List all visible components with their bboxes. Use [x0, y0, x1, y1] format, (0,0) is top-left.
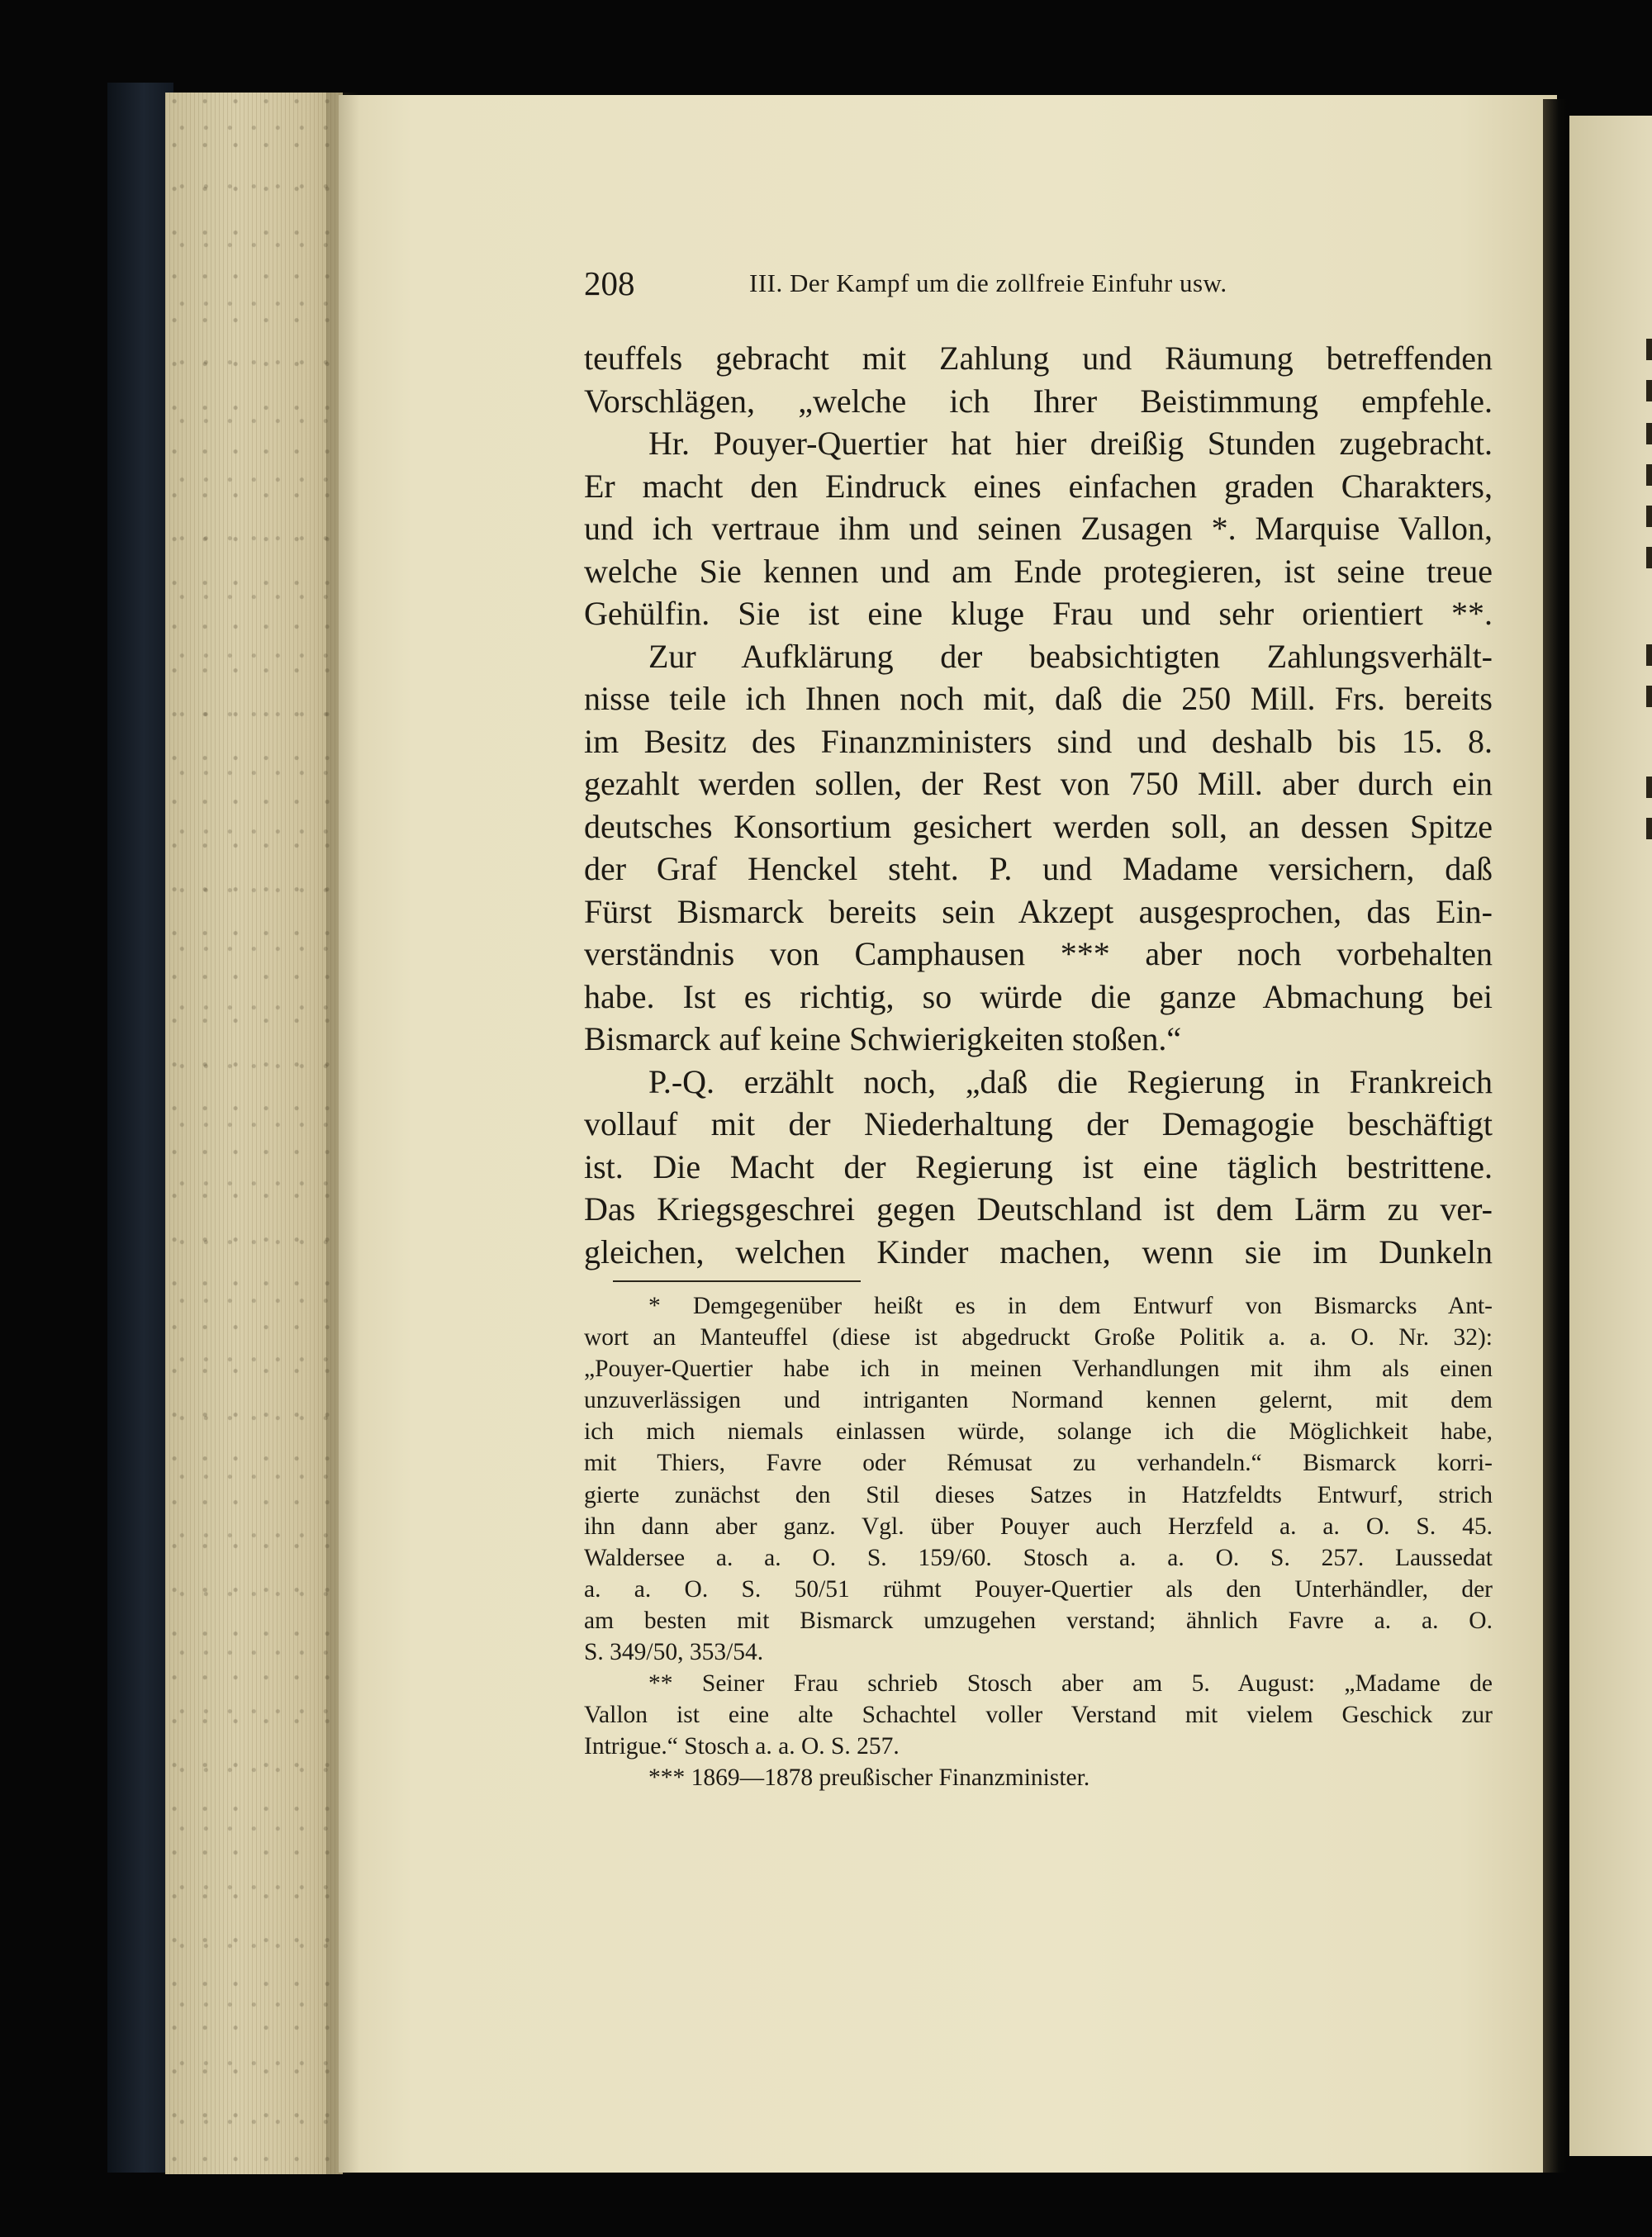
body-line: und ich vertraue ihm und seinen Zusagen *. Marquise Vallon,: [584, 510, 1493, 547]
body-line: Zur Aufklärung der beabsichtigten Zahlungsverhält-: [648, 637, 1493, 675]
facing-page-edge: [1569, 116, 1652, 2156]
body-line: welche Sie kennen und am Ende protegieren, ist seine treue: [584, 552, 1493, 590]
body-line: habe. Ist es richtig, so würde die ganze Abmachung bei: [584, 977, 1493, 1015]
body-line: Fürst Bismarck bereits sein Akzept ausgesprochen, das Ein-: [584, 892, 1493, 930]
body-text: [584, 337, 1493, 1273]
book-cover-edge: [107, 83, 173, 2173]
footnote-line: Vallon ist eine alte Schachtel voller Verstand mit vielem Geschick zur: [584, 1702, 1493, 1729]
facing-page-glyph: [1646, 423, 1652, 444]
page-number: 208: [584, 264, 635, 302]
footnote-line: wort an Manteuffel (diese ist abgedruckt Große Politik a. a. O. Nr. 32):: [584, 1324, 1493, 1351]
footnote-line: S. 349/50, 353/54.: [584, 1639, 764, 1666]
footnote-line: Intrigue.“ Stosch a. a. O. S. 257.: [584, 1733, 900, 1760]
footnote-line: gierte zunächst den Stil dieses Satzes in Hatzfeldts Entwurf, strich: [584, 1481, 1493, 1508]
footnote-line: a. a. O. S. 50/51 rühmt Pouyer-Quertier als den Unterhändler, der: [584, 1575, 1493, 1603]
body-line: Hr. Pouyer-Quertier hat hier dreißig Stunden zugebracht.: [648, 425, 1493, 462]
footnote-divider: [613, 1280, 861, 1282]
facing-page-glyph: [1646, 547, 1652, 568]
body-line: gezahlt werden sollen, der Rest von 750 Mill. aber durch ein: [584, 765, 1493, 802]
body-line: gleichen, welchen Kinder machen, wenn sie im Dunkeln: [584, 1232, 1493, 1270]
footnote-line: ** Seiner Frau schrieb Stosch aber am 5. August: „Madame de: [648, 1670, 1493, 1698]
footnote-line: * Demgegenüber heißt es in dem Entwurf von Bismarcks Ant-: [648, 1293, 1493, 1319]
facing-page-glyph: [1646, 506, 1652, 527]
footnotes: [584, 1290, 1493, 1794]
facing-page-glyph: [1646, 380, 1652, 401]
facing-page-glyph: [1646, 818, 1652, 839]
body-line: Gehülfin. Sie ist eine kluge Frau und sehr orientiert **.: [584, 595, 1493, 632]
body-line: P.-Q. erzählt noch, „daß die Regierung in Frankreich: [648, 1062, 1493, 1100]
body-line: nisse teile ich Ihnen noch mit, daß die 250 Mill. Frs. bereits: [584, 680, 1493, 717]
page-edge-shadow: [326, 93, 359, 2174]
facing-page-glyph: [1646, 686, 1652, 707]
body-line: Das Kriegsgeschrei gegen Deutschland ist dem Lärm zu ver-: [584, 1190, 1493, 1228]
body-line: verständnis von Camphausen *** aber noch vorbehalten: [584, 935, 1493, 972]
facing-page-glyph: [1646, 777, 1652, 798]
body-line: ist. Die Macht der Regierung ist eine täglich bestrittene.: [584, 1147, 1493, 1185]
footnote-line: mit Thiers, Favre oder Rémusat zu verhandeln.“ Bismarck korri-: [584, 1450, 1493, 1477]
body-line: Vorschlägen, „welche ich Ihrer Beistimmung empfehle.: [584, 382, 1493, 420]
facing-page-glyph: [1646, 339, 1652, 360]
facing-page-glyph: [1646, 464, 1652, 486]
body-line: vollauf mit der Niederhaltung der Demagogie beschäftigt: [584, 1105, 1493, 1142]
footnote-line: am besten mit Bismarck umzugehen verstand; ähnlich Favre a. a. O.: [584, 1607, 1493, 1634]
footnote-line: ich mich niemals einlassen würde, solange ich die Möglichkeit habe,: [584, 1418, 1493, 1446]
body-line: der Graf Henckel steht. P. und Madame versichern, daß: [584, 850, 1493, 887]
footnote-line: „Pouyer-Quertier habe ich in meinen Verhandlungen mit ihm als einen: [584, 1356, 1493, 1383]
body-line: im Besitz des Finanzministers sind und deshalb bis 15. 8.: [584, 722, 1493, 760]
facing-page-glyph: [1646, 644, 1652, 666]
footnote-line: ihn dann aber ganz. Vgl. über Pouyer auch Herzfeld a. a. O. S. 45.: [584, 1513, 1493, 1540]
footnote-line: unzuverlässigen und intriganten Normand kennen gelernt, mit dem: [584, 1387, 1493, 1414]
footnote-line: Waldersee a. a. O. S. 159/60. Stosch a. a. O. S. 257. Laussedat: [584, 1544, 1493, 1571]
body-line: deutsches Konsortium gesichert werden soll, an dessen Spitze: [584, 807, 1493, 845]
book-gutter: [1543, 99, 1569, 2173]
body-line: teuffels gebracht mit Zahlung und Räumung betreffenden: [584, 340, 1493, 377]
running-head: III. Der Kampf um die zollfreie Einfuhr usw.: [749, 268, 1227, 297]
body-line: Er macht den Eindruck eines einfachen graden Charakters,: [584, 467, 1493, 505]
page-stack-edges: [165, 93, 343, 2174]
footnote-line: *** 1869—1878 preußischer Finanzminister.: [648, 1764, 1090, 1792]
body-line: Bismarck auf keine Schwierigkeiten stoßen.“: [584, 1020, 1182, 1057]
page-header: [584, 263, 1493, 304]
